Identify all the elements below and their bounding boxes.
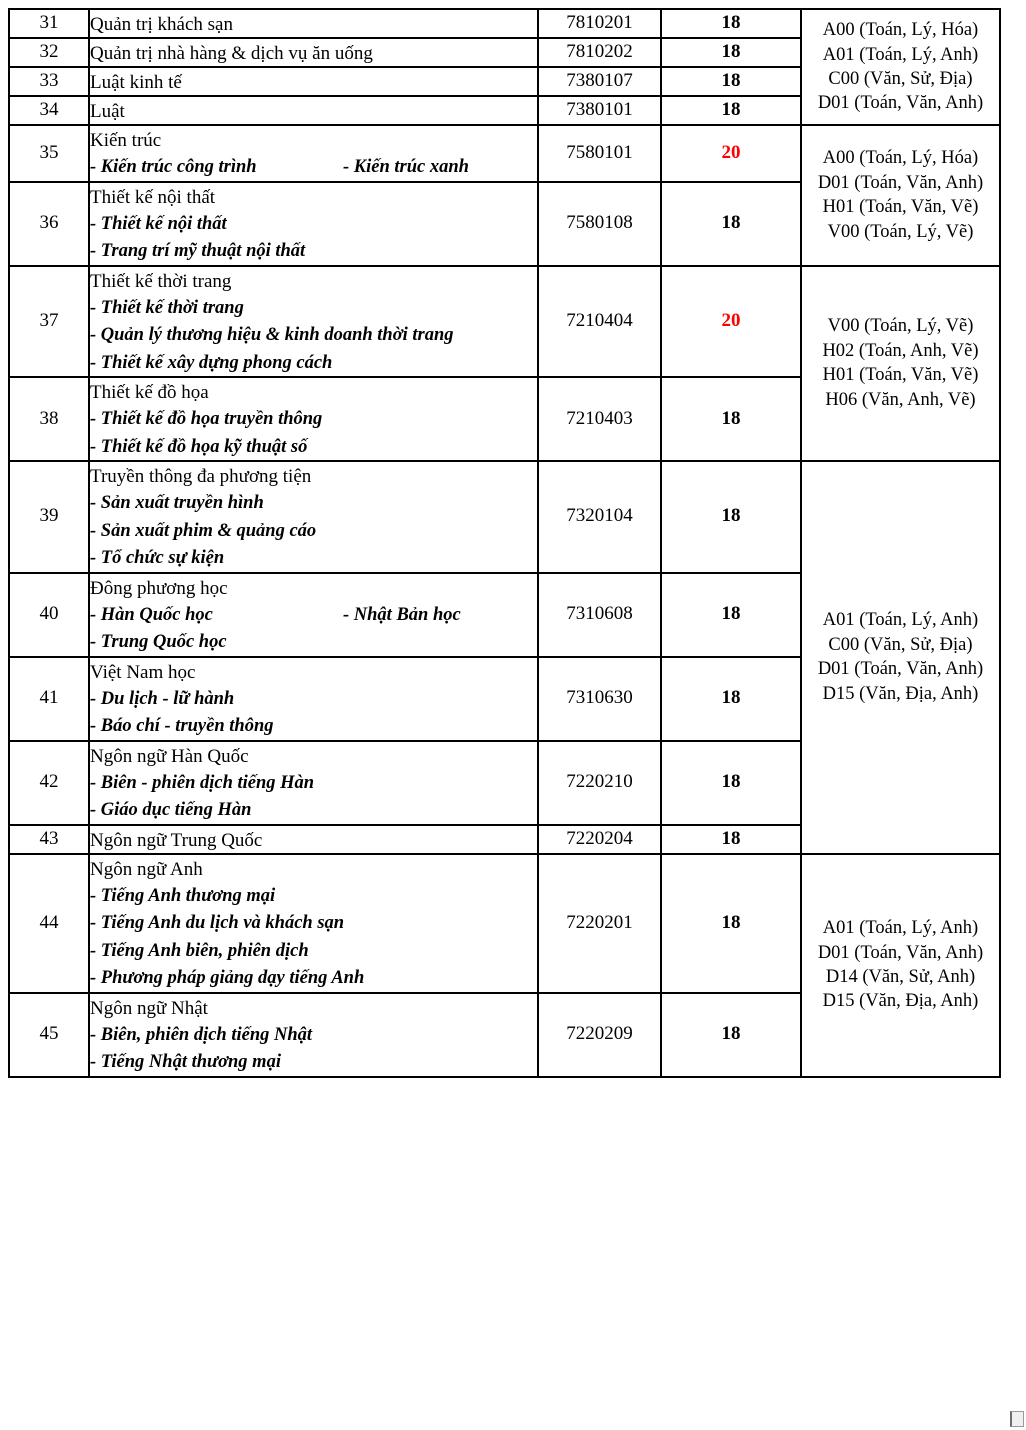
major-title: Luật kinh tế <box>90 72 182 93</box>
specialization-line <box>90 601 537 629</box>
major-title: Thiết kế thời trang <box>90 270 232 292</box>
specialization-label: - Thiết kế nội thất <box>90 213 227 234</box>
major-specializations <box>90 1021 537 1076</box>
major-cell <box>89 125 538 182</box>
major-title: Ngôn ngữ Trung Quốc <box>90 829 263 851</box>
subject-combination: C00 (Văn, Sử, Địa) <box>828 634 973 655</box>
subject-combination-group <box>801 854 1000 1077</box>
major-specializations <box>90 601 537 656</box>
major-specializations <box>90 769 537 824</box>
major-specializations <box>90 153 537 181</box>
major-code: 7310608 <box>538 573 661 657</box>
specialization-line <box>90 210 537 238</box>
benchmark-score: 18 <box>661 377 801 461</box>
table-row <box>9 9 1000 38</box>
specialization-label: - Trang trí mỹ thuật nội thất <box>90 241 306 261</box>
major-title: Truyền thông đa phương tiện <box>90 466 312 487</box>
subject-combination-group <box>801 266 1000 462</box>
specialization-line <box>90 964 537 992</box>
major-title: Luật <box>90 101 125 122</box>
specialization-label: - Sản xuất phim & quảng cáo <box>90 520 317 541</box>
specialization-line <box>90 882 537 910</box>
subject-combination: H01 (Toán, Văn, Vẽ) <box>822 365 979 386</box>
specialization-label: - Quản lý thương hiệu & kinh doanh thời trang <box>90 325 454 345</box>
specialization-label: - Biên - phiên dịch tiếng Hàn <box>90 772 315 793</box>
major-cell <box>89 182 538 266</box>
specialization-line <box>90 544 537 572</box>
benchmark-score: 18 <box>661 38 801 67</box>
major-cell <box>89 266 538 378</box>
table-row <box>9 461 1000 573</box>
table-row <box>9 854 1000 993</box>
major-cell <box>89 377 538 461</box>
major-code: 7210404 <box>538 266 661 378</box>
subject-combination: A01 (Toán, Lý, Anh) <box>822 918 979 939</box>
major-code: 7380101 <box>538 96 661 125</box>
major-specializations <box>90 405 537 460</box>
major-title: Quản trị nhà hàng & dịch vụ ăn uống <box>90 43 373 64</box>
subject-combination: D01 (Toán, Văn, Anh) <box>817 172 984 193</box>
row-index: 40 <box>9 573 89 657</box>
major-cell <box>89 461 538 573</box>
specialization-line <box>90 1021 537 1049</box>
subject-combination: D15 (Văn, Địa, Anh) <box>822 683 979 704</box>
table-row <box>9 266 1000 378</box>
major-code: 7580101 <box>538 125 661 182</box>
row-index: 42 <box>9 741 89 825</box>
row-index: 35 <box>9 125 89 182</box>
row-index: 34 <box>9 96 89 125</box>
major-title: Quản trị khách sạn <box>90 14 233 35</box>
specialization-line <box>90 685 537 713</box>
specialization-label: - Thiết kế thời trang <box>90 297 244 318</box>
specialization-line <box>90 433 537 461</box>
specialization-line <box>90 517 537 545</box>
specialization-line <box>90 405 537 433</box>
specialization-label: - Tiếng Nhật thương mại <box>90 1052 281 1072</box>
specialization-line <box>90 712 537 740</box>
row-index: 37 <box>9 266 89 378</box>
specialization-label: - Phương pháp giảng dạy tiếng Anh <box>90 968 365 988</box>
row-index: 43 <box>9 825 89 854</box>
major-specializations <box>90 882 537 992</box>
major-code: 7210403 <box>538 377 661 461</box>
specialization-label: - Tiếng Anh thương mại <box>90 885 276 906</box>
row-index: 31 <box>9 9 89 38</box>
benchmark-score: 18 <box>661 67 801 96</box>
benchmark-score: 18 <box>661 741 801 825</box>
row-index: 32 <box>9 38 89 67</box>
specialization-line <box>90 321 537 349</box>
benchmark-score: 18 <box>661 96 801 125</box>
major-title: Thiết kế đồ họa <box>90 382 209 403</box>
subject-combination: H02 (Toán, Anh, Vẽ) <box>822 340 979 361</box>
major-title: Đông phương học <box>90 577 228 599</box>
major-title: Ngôn ngữ Nhật <box>90 997 208 1019</box>
table-row <box>9 125 1000 182</box>
major-cell <box>89 741 538 825</box>
specialization-label: - Thiết kế xây dựng phong cách <box>90 352 333 373</box>
major-specializations <box>90 685 537 740</box>
admissions-score-table <box>8 8 1001 1078</box>
subject-combination-group <box>801 9 1000 125</box>
major-code: 7220210 <box>538 741 661 825</box>
row-index: 39 <box>9 461 89 573</box>
subject-combination: D01 (Toán, Văn, Anh) <box>817 93 984 114</box>
major-specializations <box>90 210 537 265</box>
major-cell <box>89 67 538 96</box>
benchmark-score: 18 <box>661 993 801 1077</box>
specialization-label: - Kiến trúc công trình <box>90 157 257 177</box>
subject-combination: A01 (Toán, Lý, Anh) <box>822 44 979 65</box>
benchmark-score: 18 <box>661 461 801 573</box>
benchmark-score: 18 <box>661 182 801 266</box>
row-index: 33 <box>9 67 89 96</box>
subject-combination: D15 (Văn, Địa, Anh) <box>822 991 979 1012</box>
benchmark-score: 18 <box>661 9 801 38</box>
major-code: 7310630 <box>538 657 661 741</box>
subject-combination: V00 (Toán, Lý, Vẽ) <box>827 221 974 242</box>
subject-combination-group <box>801 461 1000 854</box>
subject-combination: A00 (Toán, Lý, Hóa) <box>822 20 979 41</box>
benchmark-score: 18 <box>661 573 801 657</box>
specialization-label-secondary: - Kiến trúc xanh <box>343 157 469 177</box>
specialization-label: - Thiết kế đồ họa truyền thông <box>90 409 323 429</box>
row-index: 38 <box>9 377 89 461</box>
specialization-line <box>90 294 537 322</box>
major-specializations <box>90 489 537 572</box>
major-code: 7220204 <box>538 825 661 854</box>
benchmark-score: 20 <box>661 125 801 182</box>
major-title: Ngôn ngữ Anh <box>90 858 203 880</box>
row-index: 36 <box>9 182 89 266</box>
major-code: 7320104 <box>538 461 661 573</box>
row-index: 45 <box>9 993 89 1077</box>
major-cell <box>89 993 538 1077</box>
specialization-line <box>90 237 537 265</box>
major-title: Ngôn ngữ Hàn Quốc <box>90 745 249 767</box>
major-cell <box>89 96 538 125</box>
subject-combination: H01 (Toán, Văn, Vẽ) <box>822 197 979 218</box>
specialization-line <box>90 489 537 517</box>
major-code: 7810202 <box>538 38 661 67</box>
resize-handle[interactable] <box>1010 1411 1024 1427</box>
specialization-line <box>90 769 537 797</box>
specialization-label: - Báo chí - truyền thông <box>90 716 274 736</box>
subject-combination: C00 (Văn, Sử, Địa) <box>828 69 973 89</box>
row-index: 41 <box>9 657 89 741</box>
major-title: Thiết kế nội thất <box>90 186 216 208</box>
major-cell <box>89 657 538 741</box>
major-cell <box>89 854 538 993</box>
row-index: 44 <box>9 854 89 993</box>
benchmark-score: 20 <box>661 266 801 378</box>
major-title: Kiến trúc <box>90 130 162 151</box>
subject-combination: D14 (Văn, Sử, Anh) <box>825 967 976 987</box>
specialization-line <box>90 796 537 824</box>
specialization-line <box>90 937 537 965</box>
subject-combination: H06 (Văn, Anh, Vẽ) <box>825 389 976 410</box>
major-cell <box>89 38 538 67</box>
specialization-label: - Tổ chức sự kiện <box>90 548 225 568</box>
benchmark-score: 18 <box>661 825 801 854</box>
specialization-label: - Trung Quốc học <box>90 632 227 652</box>
specialization-label-secondary: - Nhật Bản học <box>343 604 461 625</box>
specialization-label: - Hàn Quốc học <box>90 604 213 625</box>
benchmark-score: 18 <box>661 657 801 741</box>
major-cell <box>89 573 538 657</box>
specialization-line <box>90 153 537 181</box>
major-code: 7220201 <box>538 854 661 993</box>
subject-combination: A01 (Toán, Lý, Anh) <box>822 610 979 631</box>
specialization-line <box>90 628 537 656</box>
major-code: 7220209 <box>538 993 661 1077</box>
major-code: 7810201 <box>538 9 661 38</box>
major-specializations <box>90 294 537 377</box>
specialization-line <box>90 909 537 937</box>
specialization-label: - Giáo dục tiếng Hàn <box>90 800 252 820</box>
specialization-label: - Sản xuất truyền hình <box>90 493 264 513</box>
subject-combination: D01 (Toán, Văn, Anh) <box>817 659 984 680</box>
specialization-label: - Du lịch - lữ hành <box>90 688 235 709</box>
specialization-line <box>90 349 537 377</box>
specialization-line <box>90 1048 537 1076</box>
subject-combination: D01 (Toán, Văn, Anh) <box>817 942 984 963</box>
benchmark-score: 18 <box>661 854 801 993</box>
major-code: 7580108 <box>538 182 661 266</box>
specialization-label: - Thiết kế đồ họa kỹ thuật số <box>90 436 308 457</box>
table-body <box>9 9 1000 1077</box>
major-code: 7380107 <box>538 67 661 96</box>
subject-combination-group <box>801 125 1000 266</box>
major-cell <box>89 825 538 854</box>
specialization-label: - Tiếng Anh du lịch và khách sạn <box>90 913 345 933</box>
subject-combination: A00 (Toán, Lý, Hóa) <box>822 148 979 169</box>
specialization-label: - Tiếng Anh biên, phiên dịch <box>90 940 309 961</box>
specialization-label: - Biên, phiên dịch tiếng Nhật <box>90 1024 313 1045</box>
subject-combination: V00 (Toán, Lý, Vẽ) <box>827 316 974 337</box>
major-cell <box>89 9 538 38</box>
major-title: Việt Nam học <box>90 661 196 683</box>
